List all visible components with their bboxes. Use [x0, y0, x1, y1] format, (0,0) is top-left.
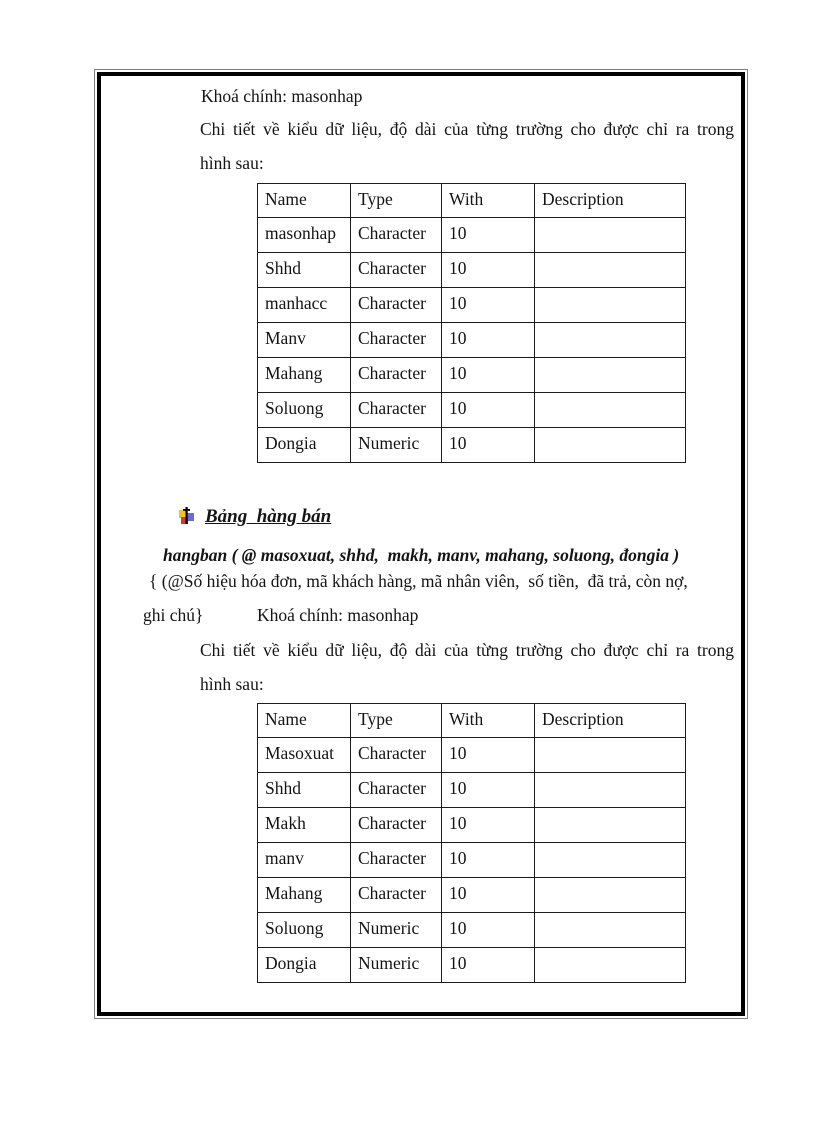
- table-cell: Character: [351, 323, 442, 358]
- column-header: Name: [258, 184, 351, 218]
- table-cell: 10: [442, 808, 535, 843]
- table-row: [258, 913, 686, 948]
- table-cell: [535, 808, 686, 843]
- column-header: With: [442, 184, 535, 218]
- table-cell: Mahang: [258, 358, 351, 393]
- table-cell: [535, 878, 686, 913]
- table-cell: [535, 323, 686, 358]
- table-cell: Character: [351, 878, 442, 913]
- table-cell: Numeric: [351, 428, 442, 463]
- schema-line-hangban: hangban ( @ masoxuat, shhd, makh, manv, mahang, soluong, đongia ): [163, 545, 680, 565]
- table-cell: manv: [258, 843, 351, 878]
- detail-paragraph-2-line-1: Chi tiết về kiểu dữ liệu, độ dài của từng trường cho được chỉ ra trong: [200, 640, 734, 660]
- table-row: [258, 808, 686, 843]
- column-header: Name: [258, 704, 351, 738]
- table-cell: 10: [442, 948, 535, 983]
- table-cell: [535, 218, 686, 253]
- table-row: [258, 393, 686, 428]
- column-header: Description: [535, 704, 686, 738]
- table-cell: [535, 393, 686, 428]
- table-row: [258, 288, 686, 323]
- table-cell: manhacc: [258, 288, 351, 323]
- table-cell: Character: [351, 843, 442, 878]
- table-cell: Shhd: [258, 773, 351, 808]
- column-header: Description: [535, 184, 686, 218]
- table-cell: [535, 773, 686, 808]
- field-description-line-1: { (@Số hiệu hóa đơn, mã khách hàng, mã nhân viên, số tiền, đã trả, còn nợ,: [149, 571, 688, 591]
- column-header: With: [442, 704, 535, 738]
- table-row: [258, 948, 686, 983]
- table-cell: 10: [442, 218, 535, 253]
- colored-cross-bullet-icon: [178, 507, 195, 526]
- table-row: [258, 878, 686, 913]
- detail-paragraph-2-line-2: hình sau:: [200, 674, 264, 694]
- table-cell: Manv: [258, 323, 351, 358]
- table-cell: Character: [351, 738, 442, 773]
- table-cell: 10: [442, 253, 535, 288]
- primary-key-text-1: Khoá chính: masonhap: [201, 86, 363, 106]
- table-cell: Dongia: [258, 948, 351, 983]
- detail-paragraph-1-line-1: Chi tiết về kiểu dữ liệu, độ dài của từng trường cho được chỉ ra trong: [200, 119, 734, 139]
- table-row: [258, 323, 686, 358]
- column-header: Type: [351, 704, 442, 738]
- table-cell: [535, 948, 686, 983]
- primary-key-text-2: Khoá chính: masonhap: [257, 605, 419, 625]
- table-cell: Shhd: [258, 253, 351, 288]
- table-cell: 10: [442, 428, 535, 463]
- field-description-line-2: ghi chú}: [143, 605, 204, 625]
- table-row: [258, 253, 686, 288]
- table-cell: 10: [442, 738, 535, 773]
- table-cell: 10: [442, 288, 535, 323]
- table-cell: [535, 843, 686, 878]
- table-cell: [535, 288, 686, 323]
- table-cell: Character: [351, 808, 442, 843]
- table-cell: Character: [351, 773, 442, 808]
- table-cell: Masoxuat: [258, 738, 351, 773]
- table-cell: 10: [442, 358, 535, 393]
- table-cell: [535, 358, 686, 393]
- table-cell: 10: [442, 843, 535, 878]
- table-cell: 10: [442, 913, 535, 948]
- section-heading-bang-hang-ban: Bảng hàng bán: [205, 506, 332, 527]
- table-cell: Character: [351, 393, 442, 428]
- table-cell: Character: [351, 358, 442, 393]
- table-row: [258, 843, 686, 878]
- table-row: [258, 773, 686, 808]
- table-cell: Makh: [258, 808, 351, 843]
- table-cell: [535, 253, 686, 288]
- table-cell: Dongia: [258, 428, 351, 463]
- field-table-masonhap: [257, 183, 686, 463]
- table-header-row: [258, 704, 686, 738]
- table-row: [258, 218, 686, 253]
- table-cell: Numeric: [351, 913, 442, 948]
- table-cell: Soluong: [258, 393, 351, 428]
- table-cell: Mahang: [258, 878, 351, 913]
- table-row: [258, 428, 686, 463]
- table-cell: Character: [351, 218, 442, 253]
- table-cell: [535, 913, 686, 948]
- table-row: [258, 738, 686, 773]
- table-cell: 10: [442, 323, 535, 358]
- field-table-hangban: [257, 703, 686, 983]
- table-cell: Soluong: [258, 913, 351, 948]
- detail-paragraph-1-line-2: hình sau:: [200, 153, 264, 173]
- table-header-row: [258, 184, 686, 218]
- table-cell: 10: [442, 393, 535, 428]
- table-cell: Numeric: [351, 948, 442, 983]
- column-header: Type: [351, 184, 442, 218]
- table-cell: 10: [442, 773, 535, 808]
- table-row: [258, 358, 686, 393]
- table-cell: Character: [351, 288, 442, 323]
- table-cell: [535, 738, 686, 773]
- table-cell: 10: [442, 878, 535, 913]
- table-cell: Character: [351, 253, 442, 288]
- table-cell: [535, 428, 686, 463]
- table-cell: masonhap: [258, 218, 351, 253]
